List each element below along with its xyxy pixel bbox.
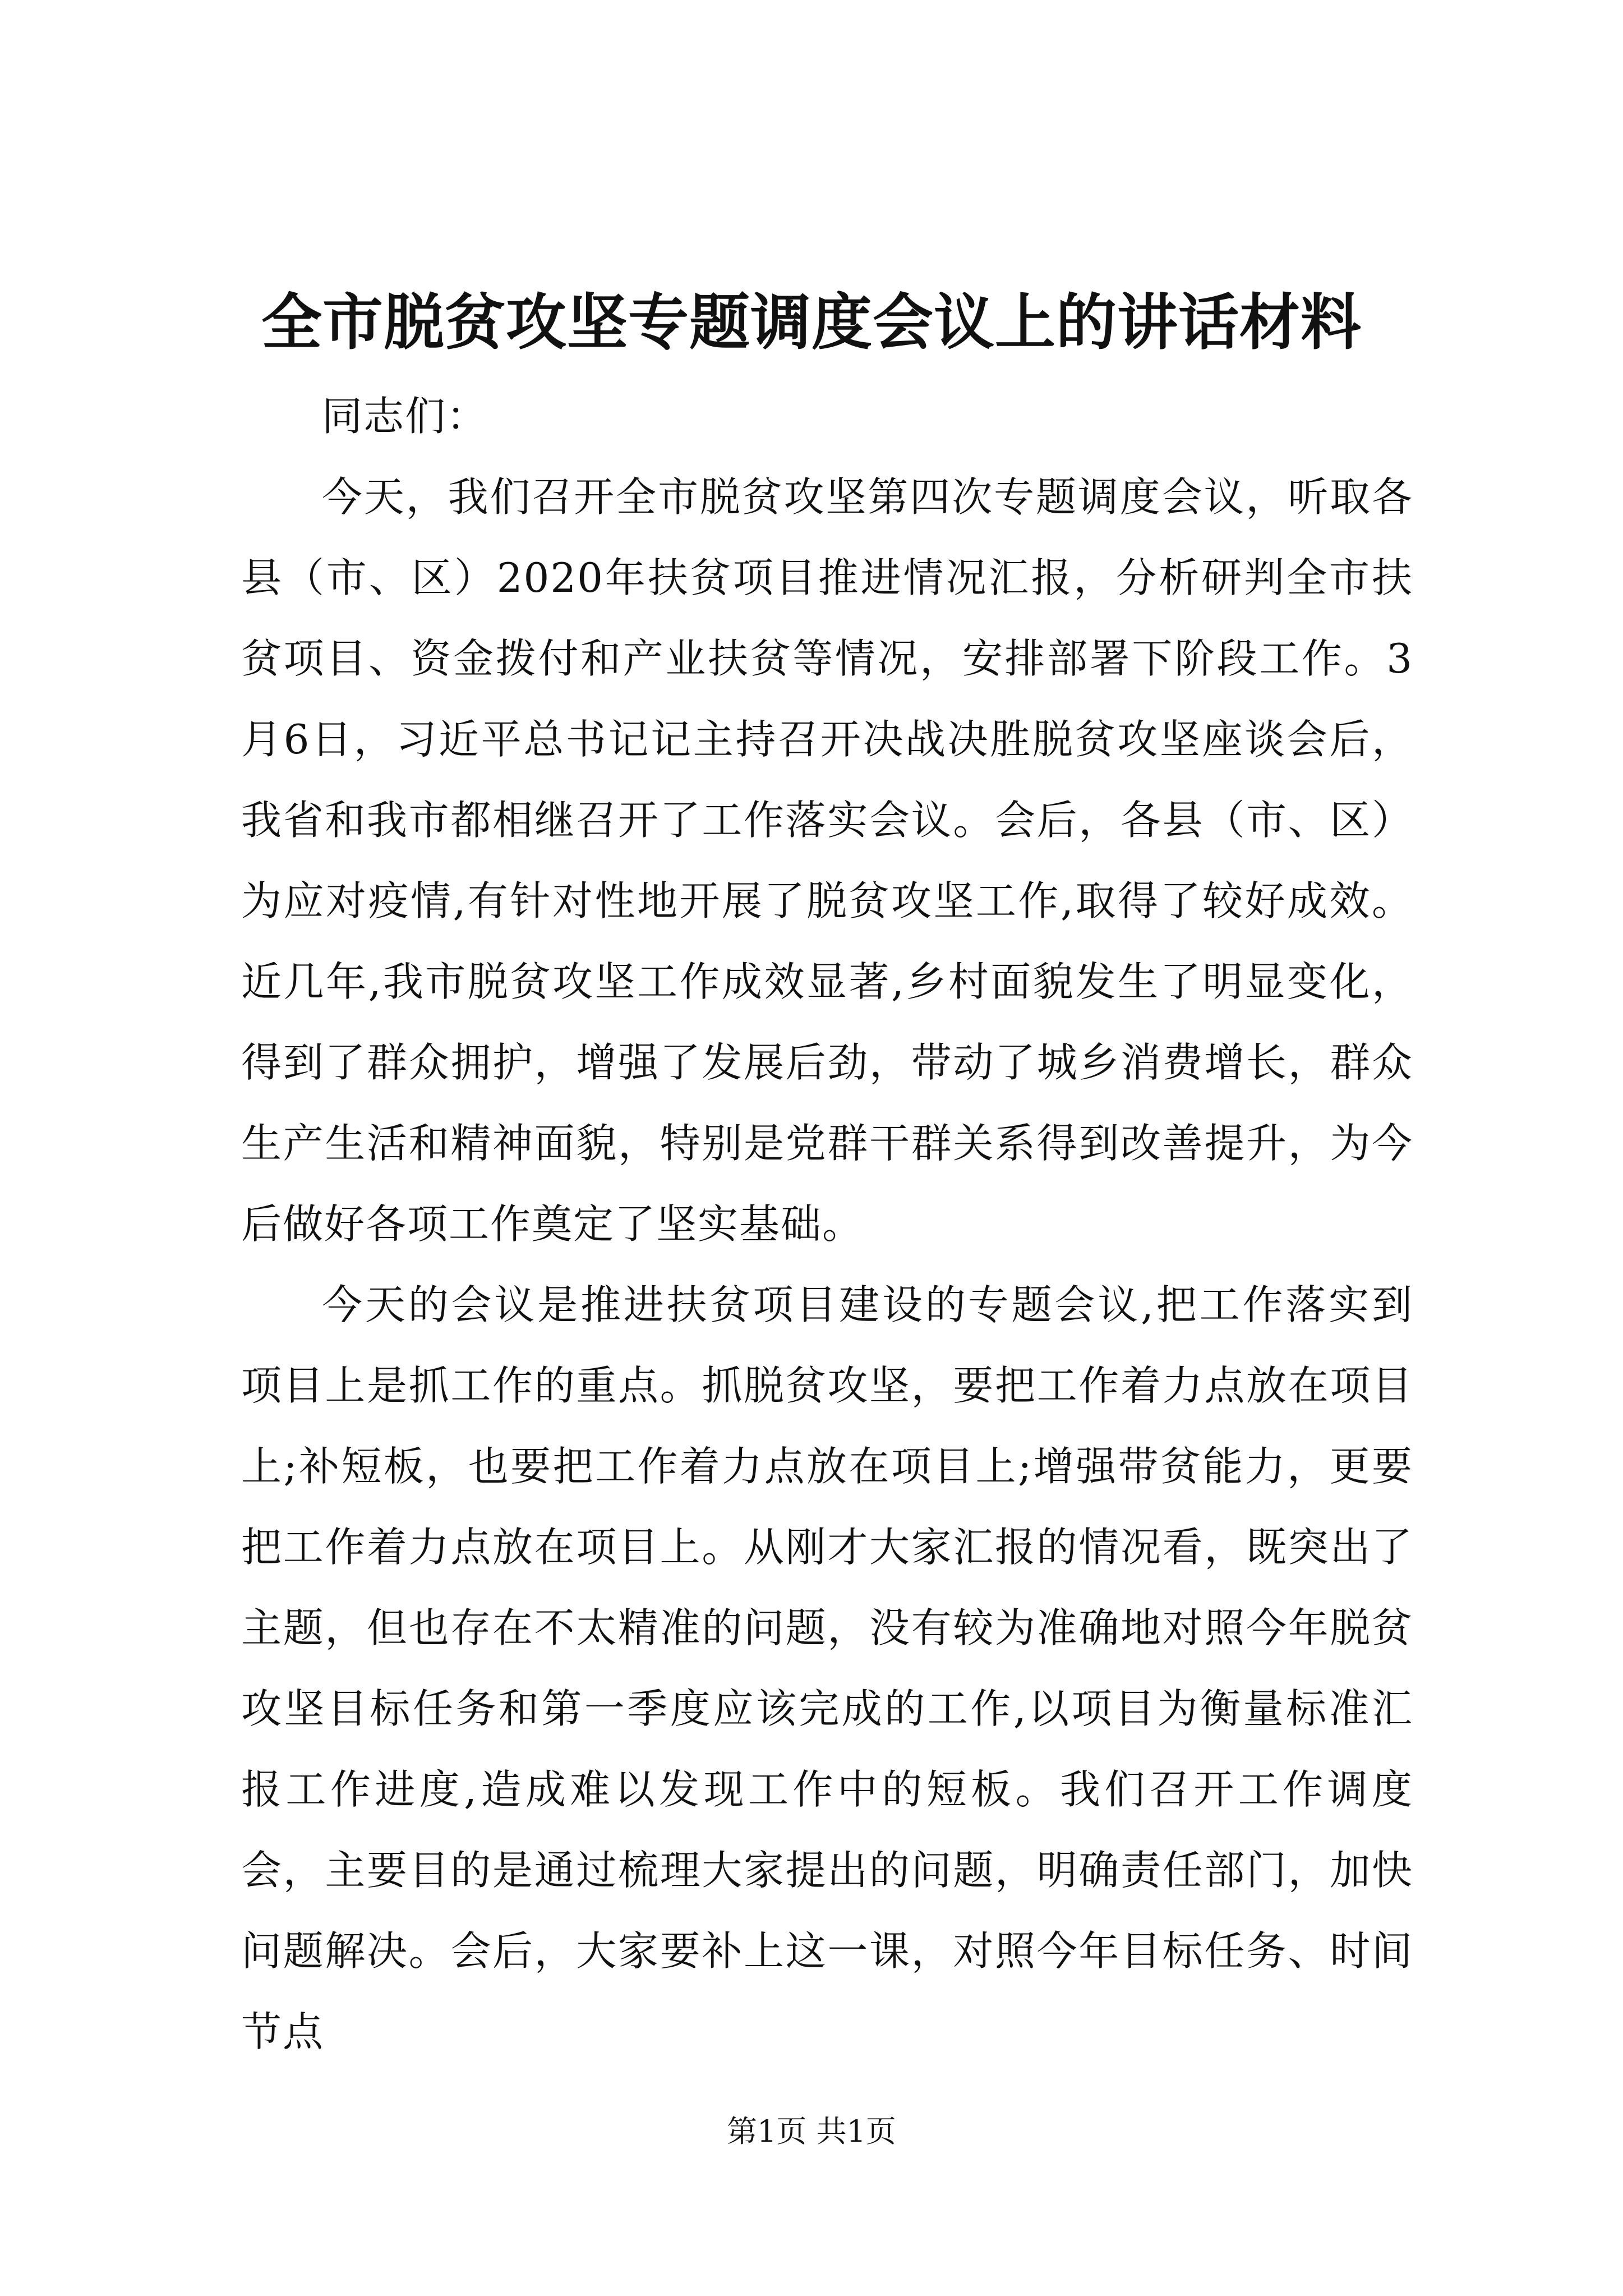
paragraph-2: 今天的会议是推进扶贫项目建设的专题会议,把工作落实到项目上是抓工作的重点。抓脱贫攻坚，要把工作着力点放在项目上;补短板，也要把工作着力点放在项目上;增强带贫能力，更要把工作着力点放在项目上。从刚才大家汇报的情况看，既突出了主题，但也存在不太精准的问题，没有较为准确地对照今年脱贫攻坚目标任务和第一季度应该完成的工作,以项目为衡量标准汇报工作进度,造成难以发现工作中的短板。我们召开工作调度会，主要目的是通过梳理大家提出的问题，明确责任部门，加快问题解决。会后，大家要补上这一课，对照今年目标任务、时间节点	[241, 1281, 1413, 2055]
page-footer: 第1页 共1页	[727, 2114, 896, 2149]
document-title: 全市脱贫攻坚专题调度会议上的讲话材料	[261, 287, 1362, 358]
paragraph-1: 今天，我们召开全市脱贫攻坚第四次专题调度会议，听取各县（市、区）2020年扶贫项目推进情况汇报，分析研判全市扶贫项目、资金拨付和产业扶贫等情况，安排部署下阶段工作。3月6日，习近平总书记记主持召开决战决胜脱贫攻坚座谈会后，我省和我市都相继召开了工作落实会议。会后，各县（市、区）为应对疫情,有针对性地开展了脱贫攻坚工作,取得了较好成效。近几年,我市脱贫攻坚工作成效显著,乡村面貌发生了明显变化，得到了群众拥护，增强了发展后劲，带动了城乡消费增长，群众生产生活和精神面貌，特别是党群干群关系得到改善提升，为今后做好各项工作奠定了坚实基础。	[241, 473, 1413, 1248]
salutation: 同志们：	[322, 393, 488, 440]
document-body	[241, 376, 1413, 2072]
